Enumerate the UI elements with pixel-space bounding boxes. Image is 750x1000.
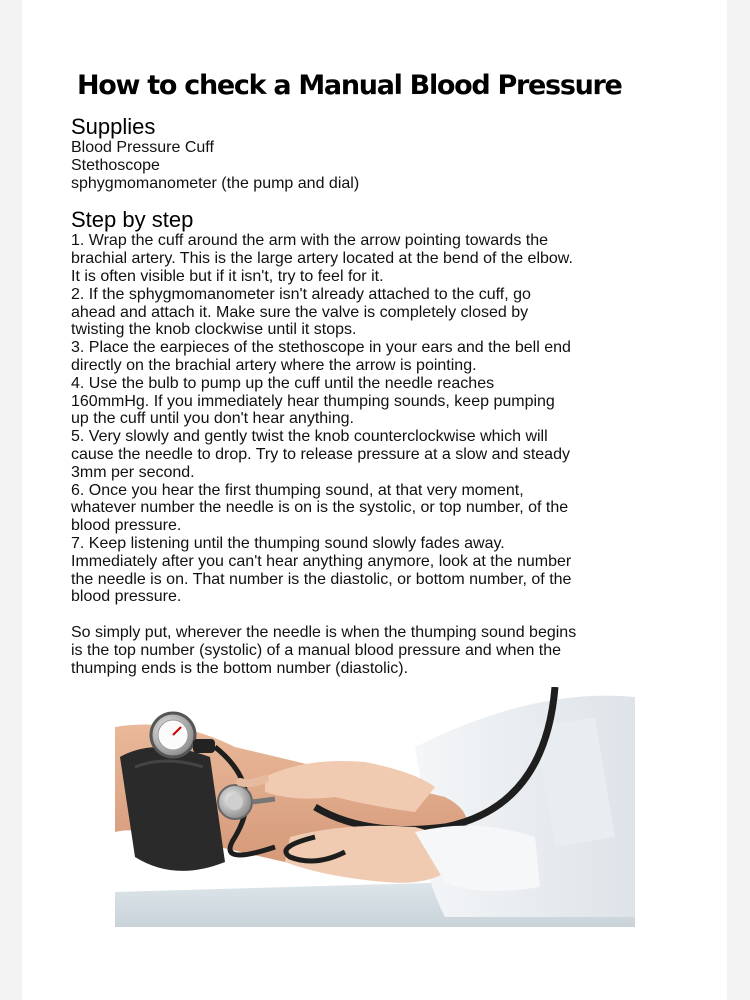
blood-pressure-photo bbox=[115, 687, 635, 927]
step-line: 3. Place the earpieces of the stethoscope in your ears and the bell end bbox=[71, 339, 571, 357]
steps-heading: Step by step bbox=[71, 207, 194, 233]
step-line: blood pressure. bbox=[71, 588, 182, 606]
blood-pressure-measurement-photo-icon bbox=[115, 687, 635, 927]
summary-line: is the top number (systolic) of a manual blood pressure and when the bbox=[71, 641, 562, 659]
steps-text bbox=[71, 232, 651, 606]
step-line: 5. Very slowly and gently twist the knob counterclockwise which will bbox=[71, 428, 548, 446]
summary-line: thumping ends is the bottom number (diastolic). bbox=[71, 659, 409, 677]
step-line: whatever number the needle is on is the systolic, or top number, of the bbox=[71, 499, 569, 517]
step-line: up the cuff until you don't hear anything. bbox=[71, 410, 354, 428]
step-line: ahead and attach it. Make sure the valve is completely closed by bbox=[71, 303, 529, 321]
step-line: twisting the knob clockwise until it stops. bbox=[71, 321, 357, 339]
step-line: 1. Wrap the cuff around the arm with the arrow pointing towards the bbox=[71, 232, 548, 250]
step-line: Immediately after you can't hear anything anymore, look at the number bbox=[71, 552, 572, 570]
supply-item: sphygmomanometer (the pump and dial) bbox=[71, 174, 360, 192]
supplies-heading: Supplies bbox=[71, 114, 156, 139]
document-content bbox=[71, 70, 651, 678]
supplies-list bbox=[71, 139, 651, 192]
step-line: brachial artery. This is the large artery located at the bend of the elbow. bbox=[71, 250, 573, 268]
summary-paragraph bbox=[71, 624, 651, 677]
step-line: 2. If the sphygmomanometer isn't already attached to the cuff, go bbox=[71, 285, 531, 303]
page-title: How to check a Manual Blood Pressure bbox=[77, 70, 622, 101]
step-line: It is often visible but if it isn't, try to feel for it. bbox=[71, 267, 384, 285]
step-line: 7. Keep listening until the thumping sound slowly fades away. bbox=[71, 534, 505, 552]
step-line: 3mm per second. bbox=[71, 463, 195, 481]
step-line: cause the needle to drop. Try to release pressure at a slow and steady bbox=[71, 445, 570, 463]
summary-line: So simply put, wherever the needle is when the thumping sound begins bbox=[71, 624, 577, 642]
step-line: blood pressure. bbox=[71, 517, 182, 535]
step-line: the needle is on. That number is the diastolic, or bottom number, of the bbox=[71, 570, 572, 588]
step-line: 160mmHg. If you immediately hear thumping sounds, keep pumping bbox=[71, 392, 555, 410]
step-line: directly on the brachial artery where the arrow is pointing. bbox=[71, 356, 477, 374]
supply-item: Stethoscope bbox=[71, 156, 160, 174]
step-line: 4. Use the bulb to pump up the cuff until the needle reaches bbox=[71, 374, 495, 392]
step-line: 6. Once you hear the first thumping sound, at that very moment, bbox=[71, 481, 524, 499]
supply-item: Blood Pressure Cuff bbox=[71, 139, 214, 156]
